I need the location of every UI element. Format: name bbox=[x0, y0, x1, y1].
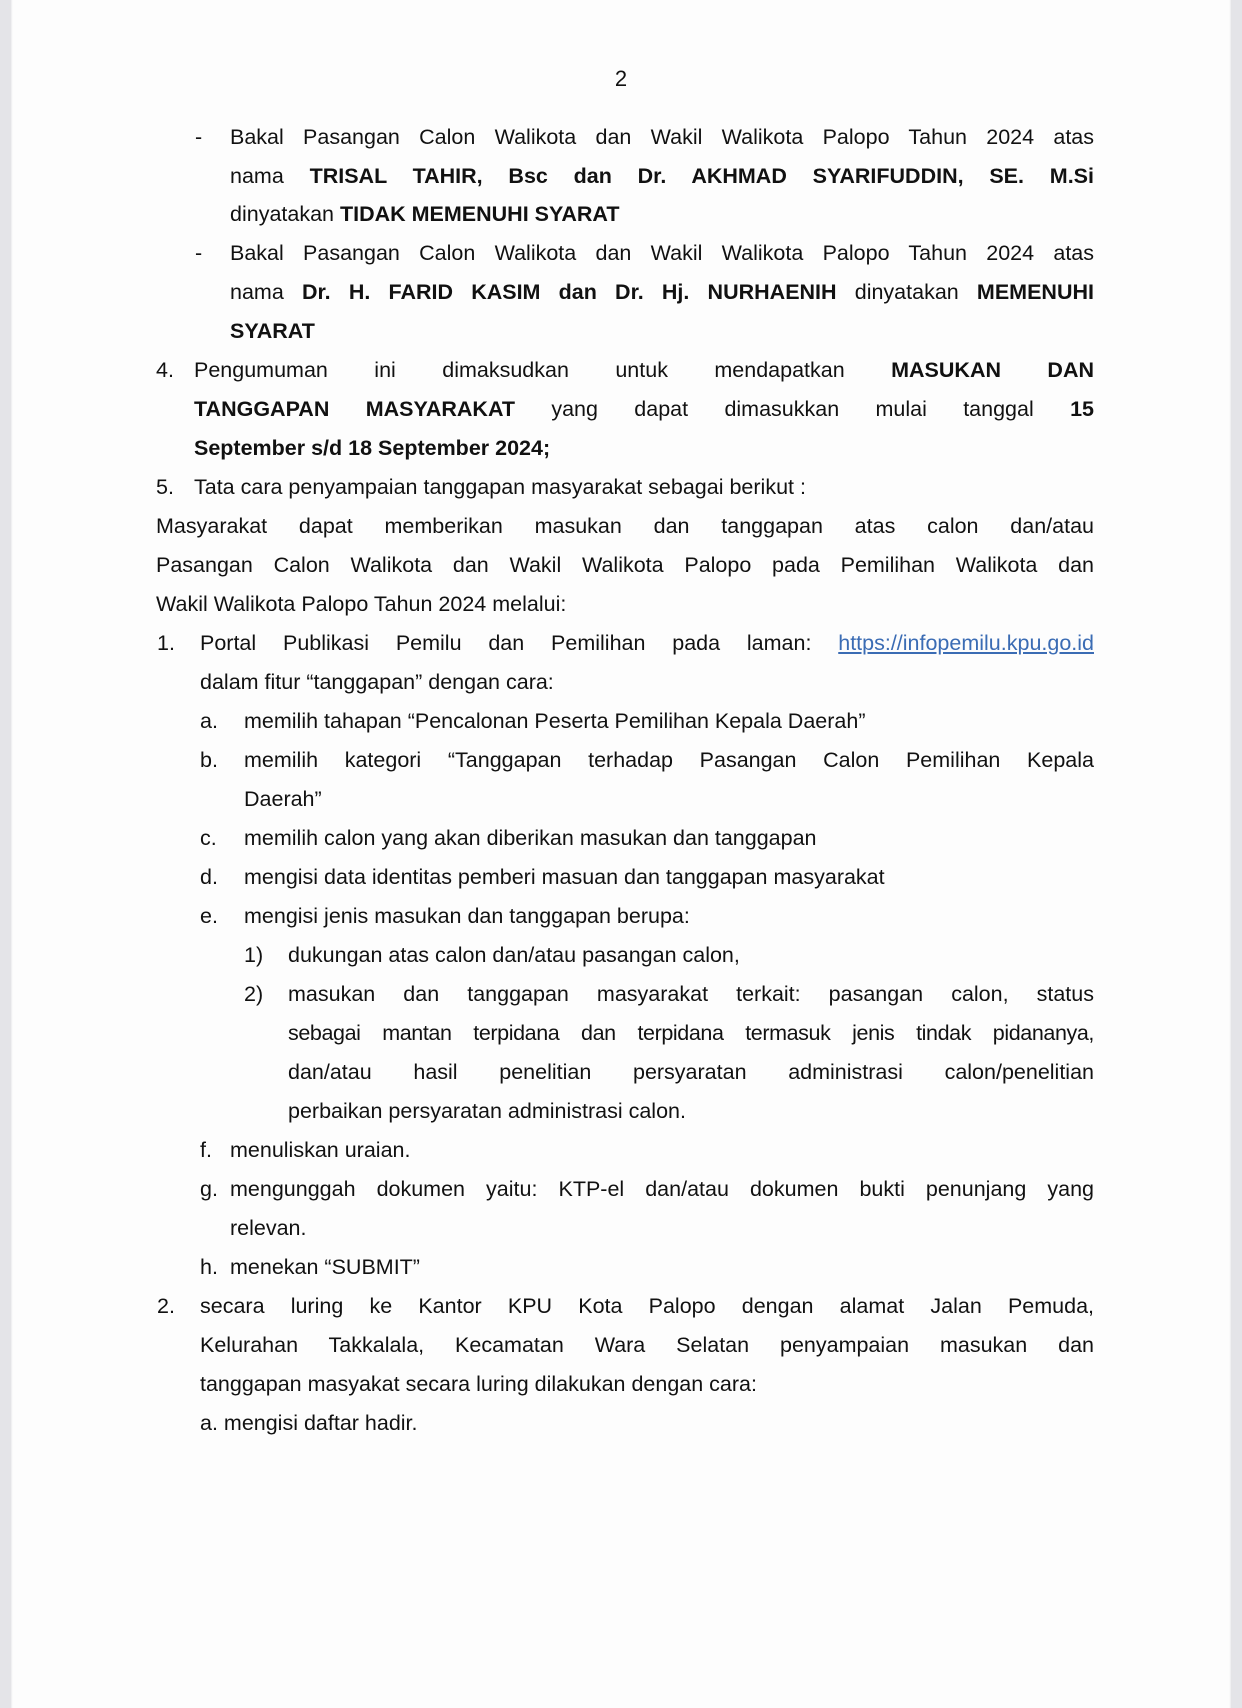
item-4-line-3 bbox=[194, 435, 550, 461]
candidate-1-line-2 bbox=[230, 163, 1094, 189]
bullet-dash: - bbox=[195, 125, 203, 149]
candidate-2-status: MEMENUHI bbox=[976, 280, 1094, 304]
intro-line-1: Masyarakat dapat memberikan masukan dan tanggapan atas calon dan/atau bbox=[156, 514, 1094, 538]
step-f-text: menuliskan uraian. bbox=[230, 1138, 411, 1162]
item-4-line-2 bbox=[194, 396, 1094, 422]
method-1-line-1 bbox=[200, 630, 1094, 656]
intro-line-2: Pasangan Calon Walikota dan Wakil Walikota Palopo pada Pemilihan Walikota dan bbox=[156, 553, 1094, 577]
step-a-text: memilih tahapan “Pencalonan Peserta Pemilihan Kepala Daerah” bbox=[244, 709, 866, 733]
page-number: 2 bbox=[614, 66, 628, 91]
item-5-text: Tata cara penyampaian tanggapan masyarakat sebagai berikut : bbox=[194, 475, 806, 499]
sub-1-text: dukungan atas calon dan/atau pasangan calon, bbox=[288, 943, 740, 967]
step-label: e. bbox=[200, 904, 218, 928]
sub-label: 1) bbox=[244, 943, 264, 967]
candidate-2-status-cont: SYARAT bbox=[230, 319, 315, 343]
text: Portal Publikasi Pemilu dan Pemilihan pada laman: bbox=[200, 631, 839, 655]
step-label: c. bbox=[200, 826, 217, 850]
sub-2-line-1: masukan dan tanggapan masyarakat terkait: pasangan calon, status bbox=[288, 982, 1094, 1006]
bullet-dash: - bbox=[195, 241, 203, 265]
method-2-line-1: secara luring ke Kantor KPU Kota Palopo dengan alamat Jalan Pemuda, bbox=[200, 1294, 1094, 1318]
sub-label: 2) bbox=[244, 982, 264, 1006]
document-page bbox=[10, 0, 1232, 1708]
item-5-number: 5. bbox=[156, 475, 174, 499]
text: dinyatakan bbox=[836, 280, 977, 304]
step-g-text-cont: relevan. bbox=[230, 1216, 307, 1240]
method-2-step-a: a. mengisi daftar hadir. bbox=[200, 1411, 418, 1435]
sub-2-line-4: perbaikan persyaratan administrasi calon. bbox=[288, 1099, 686, 1123]
step-b-text-cont: Daerah” bbox=[244, 787, 322, 811]
step-label: f. bbox=[200, 1138, 212, 1162]
text: nama bbox=[230, 280, 302, 304]
text: Pengumuman ini dimaksudkan untuk mendapatkan bbox=[194, 358, 892, 382]
candidate-1-line-1: Bakal Pasangan Calon Walikota dan Wakil Walikota Palopo Tahun 2024 atas bbox=[230, 125, 1094, 149]
candidate-1-status: TIDAK MEMENUHI SYARAT bbox=[339, 202, 620, 226]
step-label: a. bbox=[200, 709, 218, 733]
method-1-line-2: dalam fitur “tanggapan” dengan cara: bbox=[200, 670, 554, 694]
step-c-text: memilih calon yang akan diberikan masukan dan tanggapan bbox=[244, 826, 817, 850]
method-2-number: 2. bbox=[157, 1294, 175, 1318]
candidate-2-line-1: Bakal Pasangan Calon Walikota dan Wakil Walikota Palopo Tahun 2024 atas bbox=[230, 241, 1094, 265]
bold-text: 15 bbox=[1070, 397, 1094, 421]
item-4-number: 4. bbox=[156, 358, 174, 382]
candidate-2-line-2 bbox=[230, 279, 1094, 305]
candidate-2-names: Dr. H. FARID KASIM dan Dr. Hj. NURHAENIH bbox=[301, 280, 837, 304]
step-label: b. bbox=[200, 748, 218, 772]
bold-text: MASUKAN DAN bbox=[891, 358, 1095, 382]
candidate-1-line-3 bbox=[230, 201, 619, 227]
sub-2-line-2: sebagai mantan terpidana dan terpidana termasuk jenis tindak pidananya, bbox=[288, 1021, 1094, 1045]
step-h-text: menekan “SUBMIT” bbox=[230, 1255, 420, 1279]
step-g-text: mengunggah dokumen yaitu: KTP-el dan/atau dokumen bukti penunjang yang bbox=[230, 1177, 1094, 1201]
step-e-text: mengisi jenis masukan dan tanggapan berupa: bbox=[244, 904, 690, 928]
date-range: September s/d 18 September 2024; bbox=[194, 436, 551, 460]
method-2-line-2: Kelurahan Takkalala, Kecamatan Wara Selatan penyampaian masukan dan bbox=[200, 1333, 1094, 1357]
step-label: g. bbox=[200, 1177, 218, 1201]
step-b-text: memilih kategori “Tanggapan terhadap Pasangan Calon Pemilihan Kepala bbox=[244, 748, 1094, 772]
step-d-text: mengisi data identitas pemberi masuan dan tanggapan masyarakat bbox=[244, 865, 885, 889]
step-label: h. bbox=[200, 1255, 218, 1279]
text: yang dapat dimasukkan mulai tanggal bbox=[515, 397, 1071, 421]
text: nama bbox=[230, 164, 310, 188]
method-1-number: 1. bbox=[157, 631, 175, 655]
method-2-line-3: tanggapan masyakat secara luring dilakukan dengan cara: bbox=[200, 1372, 757, 1396]
candidate-1-names: TRISAL TAHIR, Bsc dan Dr. AKHMAD SYARIFUDDIN, SE. M.Si bbox=[309, 164, 1094, 188]
bold-text: TANGGAPAN MASYARAKAT bbox=[194, 397, 516, 421]
step-label: d. bbox=[200, 865, 218, 889]
infopemilu-link[interactable]: https://infopemilu.kpu.go.id bbox=[838, 631, 1094, 655]
item-4-line-1 bbox=[194, 357, 1094, 383]
sub-2-line-3: dan/atau hasil penelitian persyaratan administrasi calon/penelitian bbox=[288, 1060, 1094, 1084]
text: dinyatakan bbox=[230, 202, 340, 226]
candidate-2-line-3 bbox=[230, 318, 315, 344]
intro-line-3: Wakil Walikota Palopo Tahun 2024 melalui: bbox=[156, 592, 567, 616]
